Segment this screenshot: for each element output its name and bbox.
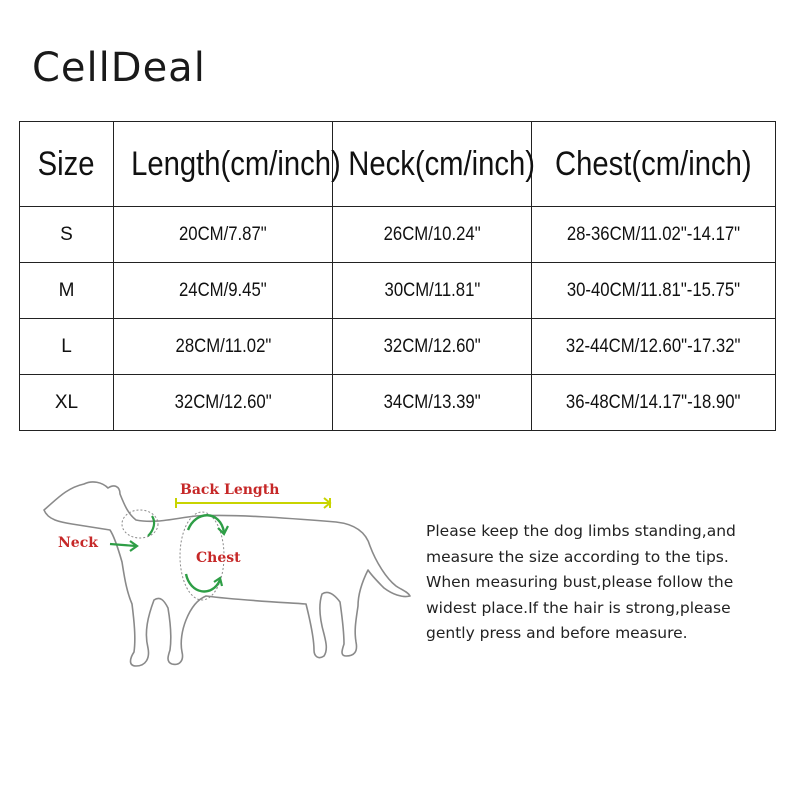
size-cell: XL: [20, 375, 114, 431]
table-row: [20, 375, 776, 431]
table-header-row: [20, 122, 776, 207]
size-chart-table: [19, 121, 776, 431]
chest-cell: 30-40CM/11.81"-15.75": [532, 263, 776, 319]
measurement-instructions: [426, 519, 786, 647]
neck-label: Neck: [58, 535, 98, 551]
chest-label: Chest: [196, 550, 241, 566]
length-cell: 20CM/7.87": [114, 207, 333, 263]
neck-cell: 34CM/13.39": [333, 375, 532, 431]
instruction-line: measure the size according to the tips.: [426, 547, 729, 566]
table-row: [20, 207, 776, 263]
back-length-label: Back Length: [180, 482, 280, 498]
neck-cell: 26CM/10.24": [333, 207, 532, 263]
instruction-line: gently press and before measure.: [426, 624, 688, 642]
neck-cell: 32CM/12.60": [333, 319, 532, 375]
table-row: [20, 263, 776, 319]
chest-cell: 28-36CM/11.02"-14.17": [532, 207, 776, 263]
brand-logo: CellDeal: [32, 45, 206, 91]
instruction-line: Please keep the dog limbs standing,and: [426, 522, 736, 540]
header-size: Size: [20, 122, 114, 207]
neck-curve-arrow-icon: [148, 516, 154, 536]
instruction-line: widest place.If the hair is strong,please: [426, 598, 731, 617]
neck-arrow-icon: [110, 544, 136, 546]
dog-measurement-diagram: [36, 470, 416, 680]
table-row: [20, 319, 776, 375]
dog-silhouette: [36, 470, 416, 680]
chest-lower-arrow-icon: [186, 574, 220, 591]
size-cell: L: [20, 319, 114, 375]
length-cell: 32CM/12.60": [114, 375, 333, 431]
neck-cell: 30CM/11.81": [333, 263, 532, 319]
length-cell: 24CM/9.45": [114, 263, 333, 319]
chest-cell: 36-48CM/14.17"-18.90": [532, 375, 776, 431]
neck-measure-ring: [122, 510, 158, 538]
size-cell: S: [20, 207, 114, 263]
size-cell: M: [20, 263, 114, 319]
length-cell: 28CM/11.02": [114, 319, 333, 375]
dog-outline: [44, 482, 410, 666]
instruction-line: When measuring bust,please follow the: [426, 573, 734, 591]
header-neck: Neck(cm/inch): [333, 122, 532, 207]
chest-cell: 32-44CM/12.60"-17.32": [532, 319, 776, 375]
header-chest: Chest(cm/inch): [532, 122, 776, 207]
header-length: Length(cm/inch): [114, 122, 333, 207]
